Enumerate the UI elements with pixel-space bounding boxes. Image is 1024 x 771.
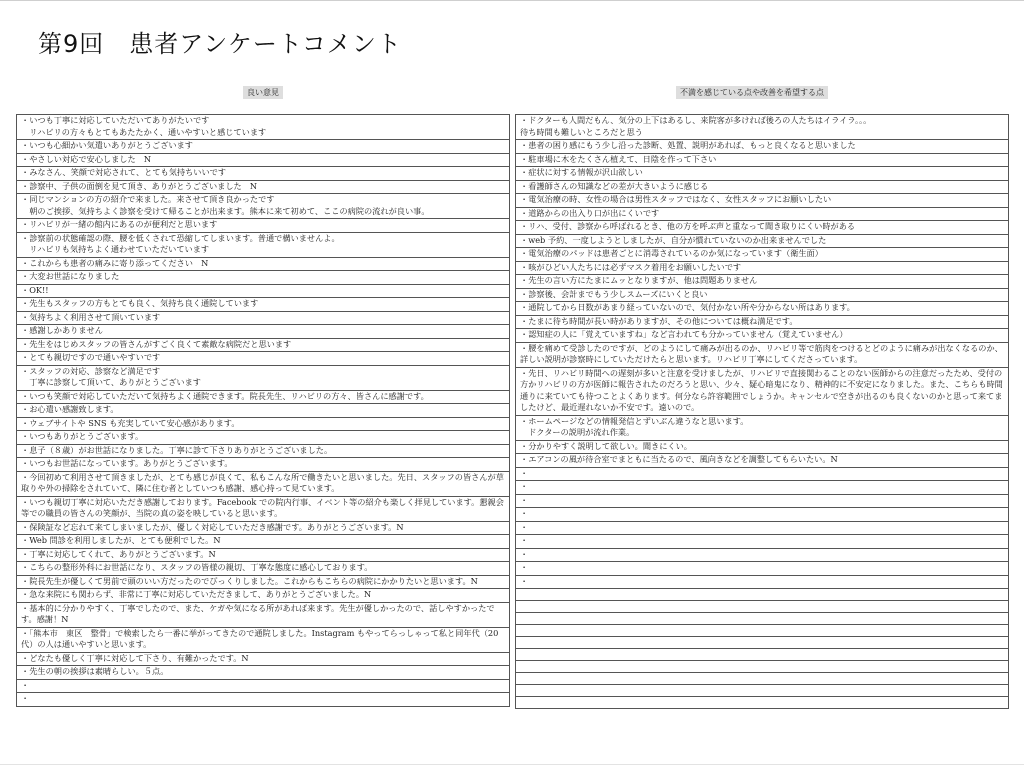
- good-opinions-header: 良い意見: [243, 86, 283, 99]
- complaint-comment-row: ・電気治療のパッドは患者ごとに消毒されているのか気になっています（衛生面）: [516, 248, 1008, 262]
- good-comment-row: ・急な来院にも関わらず、非常に丁寧に対応していただきまして、ありがとうございました。N: [17, 589, 509, 603]
- complaint-comment-row: [516, 589, 1008, 601]
- good-comment-row: ・: [17, 693, 509, 707]
- complaint-comment-row: ・たまに待ち時間が長い時がありますが、その他については概ね満足です。: [516, 316, 1008, 330]
- complaint-comment-row: ・咳がひどい人たちには必ずマスク着用をお願いしたいです: [516, 262, 1008, 276]
- good-comment-row: ・今回初めて利用させて頂きましたが、とても感じが良くて、私もこんな所で働きたいと思いました。先日、スタッフの皆さんが草取りや外の掃除をされていて、隣に住む者としていつも感謝、感心持って見ています。: [17, 472, 509, 497]
- complaint-comment-row: ・道路からの出入り口が出にくいです: [516, 208, 1008, 222]
- good-comment-row: ・基本的に分かりやすく、丁寧でしたので、また、ケガや気になる所があれば来ます。先生が優しかったので、話しやすかったです。感謝！N: [17, 603, 509, 628]
- complaint-comment-row: ・先生の言い方にたまにムッとなりますが、他は問題ありません: [516, 275, 1008, 289]
- good-comment-row: ・いつも丁寧に対応していただいてありがたいです リハビリの方々もとてもあたたかく、通いやすいと感じています: [17, 115, 509, 140]
- good-comment-row: ・OK!!: [17, 285, 509, 299]
- complaint-comment-row: ・: [516, 562, 1008, 576]
- complaint-comment-row: ・: [516, 508, 1008, 522]
- complaint-comment-row: ・認知症の人に「覚えていますね」など言われても分かっていません（覚えていません）: [516, 329, 1008, 343]
- good-opinions-table: [16, 114, 510, 707]
- complaint-comment-row: [516, 625, 1008, 637]
- good-comment-row: ・先生の朝の挨拶は素晴らしい。５点。: [17, 666, 509, 680]
- complaint-comment-row: ・分かりやすく説明して欲しい。聞きにくい。: [516, 441, 1008, 455]
- complaint-comment-row: ・ドクターも人間だもん、気分の上下はあるし、来院客が多ければ後ろの人たちはイライラ。。。 待ち時間も難しいところだと思う: [516, 115, 1008, 140]
- good-comment-row: ・: [17, 680, 509, 694]
- good-comment-row: ・みなさん、笑顔で対応されて、とても気持ちいいです: [17, 167, 509, 181]
- page-title: 第9回 患者アンケートコメント: [38, 30, 402, 58]
- complaint-comment-row: ・: [516, 481, 1008, 495]
- good-comment-row: ・大変お世話になりました: [17, 271, 509, 285]
- complaint-comment-row: ・: [516, 535, 1008, 549]
- complaint-comment-row: [516, 649, 1008, 661]
- good-comment-row: ・感謝しかありません: [17, 325, 509, 339]
- complaint-comment-row: ・ホームページなどの情報発信とずいぶん違うなと思います。 ドクターの説明が流れ作業。: [516, 416, 1008, 441]
- good-comment-row: ・お心遣い感謝致します。: [17, 404, 509, 418]
- complaint-comment-row: ・リハ、受付、診察から呼ばれるとき、他の方を呼ぶ声と重なって聞き取りにくい時がある: [516, 221, 1008, 235]
- good-comment-row: ・とても親切ですので通いやすいです: [17, 352, 509, 366]
- complaint-comment-row: [516, 601, 1008, 613]
- good-comment-row: ・先生もスタッフの方もとても良く、気持ち良く通院しています: [17, 298, 509, 312]
- complaint-comment-row: [516, 697, 1008, 709]
- complaints-header: 不満を感じている点や改善を希望する点: [676, 86, 828, 99]
- good-comment-row: ・気持ちよく利用させて頂いています: [17, 312, 509, 326]
- complaint-comment-row: ・: [516, 522, 1008, 536]
- good-comment-row: ・いつもありがとうございます。: [17, 431, 509, 445]
- good-comment-row: ・診察前の状態確認の際、腰を低くされて恐縮してしまいます。普通で構いませんよ。 リハビリも気持ちよく通わせていただいています: [17, 233, 509, 258]
- complaint-comment-row: ・: [516, 549, 1008, 563]
- complaint-comment-row: ・駐車場に木をたくさん植えて、日陰を作って下さい: [516, 154, 1008, 168]
- good-comment-row: ・院長先生が優しくて男前で頭のいい方だったのでびっくりしました。これからもこちらの病院にかかりたいと思います。N: [17, 576, 509, 590]
- good-comment-row: ・いつも笑顔で対応していただいて気持ちよく通院できます。院長先生、リハビリの方々、皆さんに感謝です。: [17, 391, 509, 405]
- good-comment-row: ・スタッフの対応、診察など満足です 丁寧に診察して頂いて、ありがとうございます: [17, 366, 509, 391]
- good-comment-row: ・丁寧に対応してくれて、ありがとうございます。N: [17, 549, 509, 563]
- complaints-table: [515, 114, 1009, 709]
- top-border-line: [0, 0, 1024, 1]
- complaint-comment-row: ・: [516, 468, 1008, 482]
- good-comment-row: ・息子（８歳）がお世話になりました。丁寧に診て下さりありがとうございました。: [17, 445, 509, 459]
- complaint-comment-row: [516, 685, 1008, 697]
- complaint-comment-row: ・看護師さんの知識などの差が大きいように感じる: [516, 181, 1008, 195]
- good-comment-row: ・いつも親切丁寧に対応いただき感謝しております。Facebook での院内行事、イベント等の紹介も楽しく拝見しています。懇親会等での職員の皆さんの笑顔が、当院の真の姿を映していると思います。: [17, 497, 509, 522]
- good-comment-row: ・同じマンションの方の紹介で来ました。来させて頂き良かったです 朝のご挨拶、気持ちよく診察を受けて帰ることが出来ます。熊本に来て初めて、ここの病院の流れが良い事。: [17, 194, 509, 219]
- good-comment-row: ・リハビリが一緒の館内にあるのが便利だと思います: [17, 219, 509, 233]
- complaint-comment-row: ・患者の困り感にもう少し沿った診断、処置、説明があれば、もっと良くなると思いました: [516, 140, 1008, 154]
- good-comment-row: ・Web 問診を利用しましたが、とても便利でした。N: [17, 535, 509, 549]
- good-comment-row: ・保険証など忘れて来てしまいましたが、優しく対応していただき感謝です。ありがとうございます。N: [17, 522, 509, 536]
- complaint-comment-row: ・腰を痛めて受診したのですが、どのようにして痛みが出るのか、リハビリ等で筋肉をつけるとどのように痛みが出なくなるのか、詳しい説明が診察時にしていただけたらと思います。リハビリ丁寧にしてくださっています。: [516, 343, 1008, 368]
- bottom-border-line: [0, 764, 1024, 765]
- complaint-comment-row: ・web 予約、一度しようとしましたが、自分が慣れていないのか出来ませんでした: [516, 235, 1008, 249]
- complaint-comment-row: ・: [516, 495, 1008, 509]
- complaint-comment-row: ・電気治療の時、女性の場合は男性スタッフではなく、女性スタッフにお願いしたい: [516, 194, 1008, 208]
- good-comment-row: ・先生をはじめスタッフの皆さんがすごく良くて素敵な病院だと思います: [17, 339, 509, 353]
- complaint-comment-row: [516, 613, 1008, 625]
- good-comment-row: ・「熊本市 東区 整骨」で検索したら一番に挙がってきたので通院しました。Instagram もやってらっしゃって私と同年代（20 代）の人は通いやすいと思います。: [17, 628, 509, 653]
- complaint-comment-row: ・エアコンの風が待合室でまともに当たるので、風向きなどを調整してもらいたい。N: [516, 454, 1008, 468]
- good-comment-row: ・いつもお世話になっています。ありがとうございます。: [17, 458, 509, 472]
- complaint-comment-row: ・症状に対する情報が沢山欲しい: [516, 167, 1008, 181]
- complaint-comment-row: [516, 661, 1008, 673]
- good-comment-row: ・やさしい対応で安心しました N: [17, 154, 509, 168]
- complaint-comment-row: ・診察後、会計までもう少しスムーズにいくと良い: [516, 289, 1008, 303]
- complaint-comment-row: [516, 673, 1008, 685]
- good-comment-row: ・ウェブサイトや SNS も充実していて安心感があります。: [17, 418, 509, 432]
- good-comment-row: ・いつも心細かい気遣いありがとうございます: [17, 140, 509, 154]
- complaint-comment-row: ・通院してから日数があまり経っていないので、気付かない所や分からない所はあります。: [516, 302, 1008, 316]
- complaint-comment-row: ・先日、リハビリ時間への遅刻が多いと注意を受けましたが、リハビリで直接関わることのない医師からの注意だったため、受付の方かリハビリの方が医師に報告されたのだろうと思い、少々、疑心暗鬼になり、精神的に不安定になりました。また、こちらも時間通りに来ていても待つことよくあります。何分なら許容範囲でしょうか。キャンセルで空きが出るのも良くないのかと思って来てましたけど、最近遅れないか不安です。遠いので。: [516, 368, 1008, 416]
- good-comment-row: ・診察中、子供の面倒を見て頂き、ありがとうございました N: [17, 181, 509, 195]
- good-comment-row: ・これからも患者の痛みに寄り添ってください N: [17, 258, 509, 272]
- good-comment-row: ・どなたも優しく丁寧に対応して下さり、有難かったです。N: [17, 653, 509, 667]
- complaint-comment-row: [516, 637, 1008, 649]
- good-comment-row: ・こちらの整形外科にお世話になり、スタッフの皆様の親切、丁寧な態度に感心しております。: [17, 562, 509, 576]
- complaint-comment-row: ・: [516, 576, 1008, 590]
